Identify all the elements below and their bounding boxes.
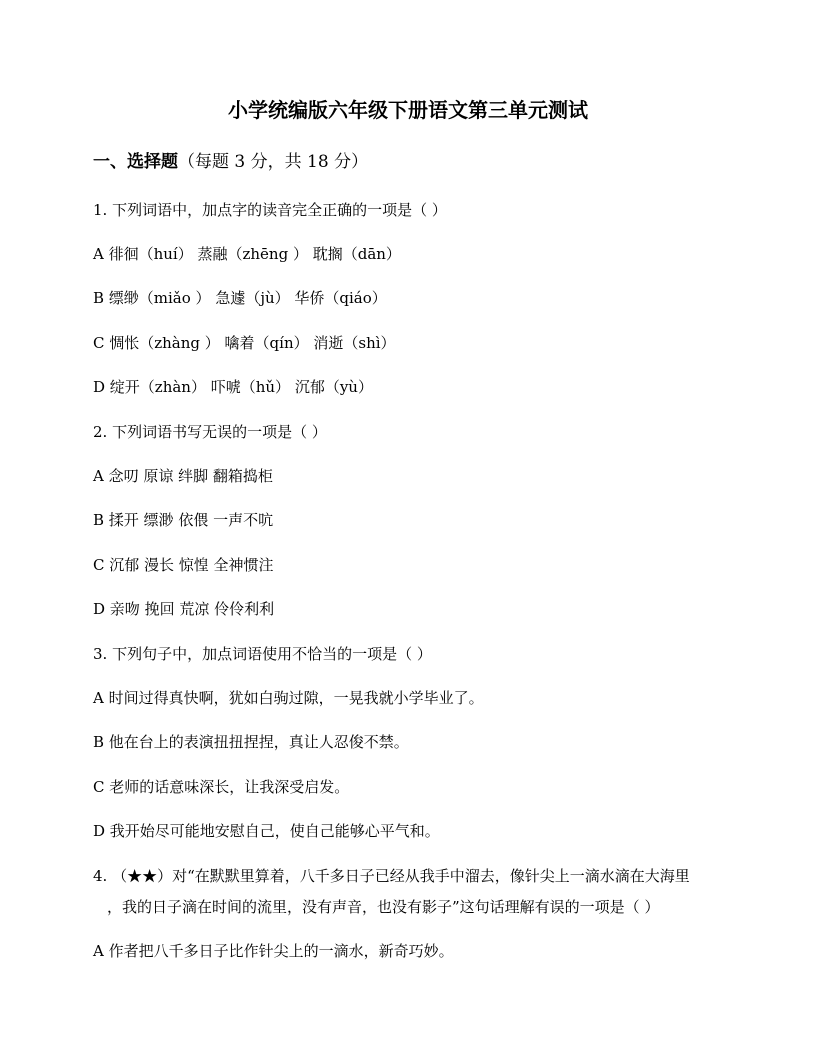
question-4-stem-line-1: 4. （★★）对“在默默里算着，八千多日子已经从我手中溜去，像针尖上一滴水滴在大海里	[93, 867, 690, 885]
question-3-option-d: D 我开始尽可能地安慰自己，使自己能够心平气和。	[93, 822, 440, 840]
question-3-option-c: C 老师的话意味深长，让我深受启发。	[93, 778, 350, 796]
question-2-option-a: A 念叨 原谅 绊脚 翻箱捣柜	[93, 467, 273, 485]
question-1-option-a: A 徘徊（huí） 蒸融（zhēng ） 耽搁（dān）	[93, 245, 401, 263]
question-3-option-b: B 他在台上的表演扭扭捏捏，真让人忍俊不禁。	[93, 733, 409, 751]
question-2-option-c: C 沉郁 漫长 惊惶 全神惯注	[93, 556, 274, 574]
page-title: 小学统编版六年级下册语文第三单元测试	[228, 98, 588, 122]
question-1-option-c: C 惆怅（zhàng ） 噙着（qín） 消逝（shì）	[93, 334, 396, 352]
section-heading-note: （每题 3 分，共 18 分）	[178, 152, 369, 172]
question-1-option-d: D 绽开（zhàn） 吓唬（hǔ） 沉郁（yù）	[93, 378, 373, 396]
question-4-stem-line-2: ，我的日子滴在时间的流里，没有声音，也没有影子”这句话理解有误的一项是（ ）	[107, 898, 660, 916]
question-2-option-b: B 揉开 缥渺 依偎 一声不吭	[93, 511, 274, 529]
question-3-option-a: A 时间过得真快啊，犹如白驹过隙，一晃我就小学毕业了。	[93, 689, 484, 707]
question-1-option-b: B 缥缈（miǎo ） 急遽（jù） 华侨（qiáo）	[93, 289, 387, 307]
question-4-option-a: A 作者把八千多日子比作针尖上的一滴水，新奇巧妙。	[93, 942, 454, 960]
question-1-stem: 1. 下列词语中，加点字的读音完全正确的一项是（ ）	[93, 201, 447, 219]
section-heading-label: 一、选择题	[93, 152, 178, 172]
question-3-stem: 3. 下列句子中，加点词语使用不恰当的一项是（ ）	[93, 645, 432, 663]
question-2-option-d: D 亲吻 挽回 荒凉 伶伶利利	[93, 600, 275, 618]
section-heading	[93, 150, 368, 174]
question-2-stem: 2. 下列词语书写无误的一项是（ ）	[93, 423, 327, 441]
